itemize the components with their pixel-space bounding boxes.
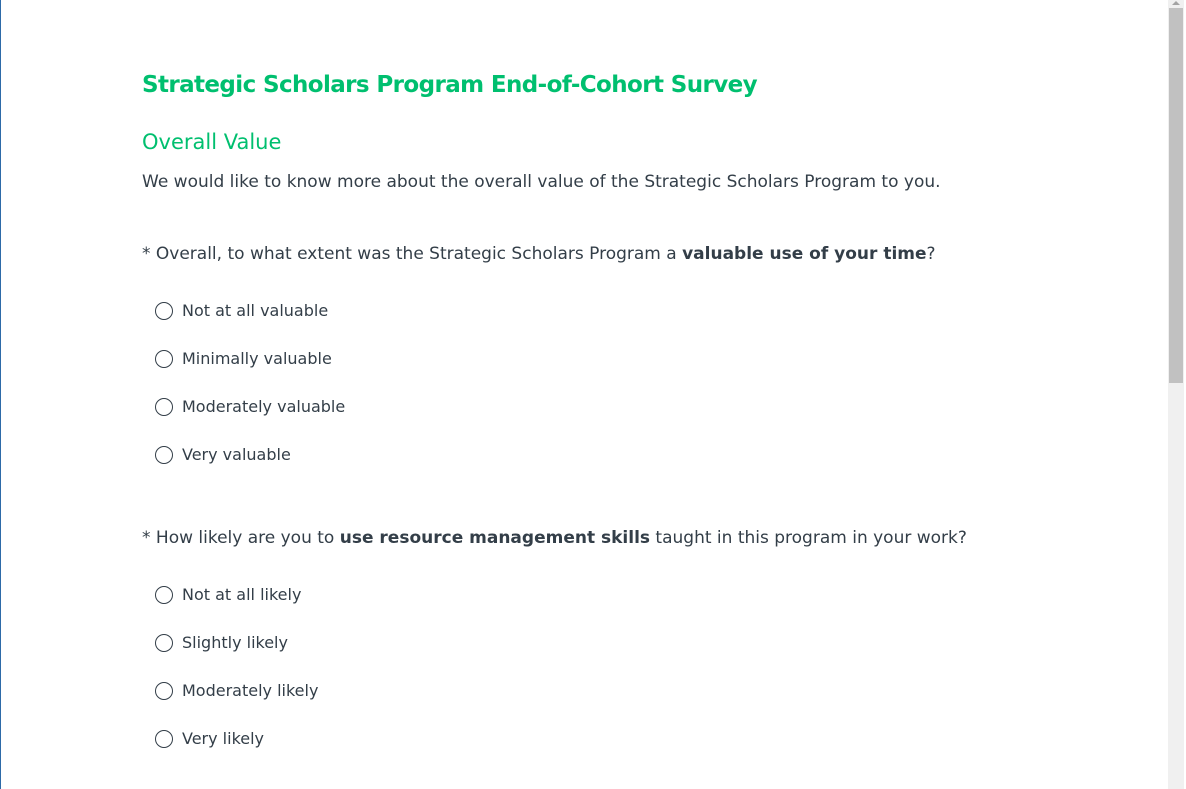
radio-button[interactable] bbox=[155, 350, 173, 368]
radio-button[interactable] bbox=[155, 302, 173, 320]
option-minimally-valuable[interactable] bbox=[155, 349, 345, 397]
option-very-likely[interactable] bbox=[155, 729, 318, 777]
section-title: Overall Value bbox=[142, 130, 282, 154]
answer-options bbox=[155, 585, 318, 777]
question-text bbox=[142, 243, 1142, 265]
section-description: We would like to know more about the overall value of the Strategic Scholars Program to you. bbox=[142, 172, 941, 192]
option-label: Very likely bbox=[182, 729, 265, 748]
question-text-bold: valuable use of your time bbox=[682, 244, 927, 264]
question-resource-management-skills bbox=[142, 527, 1142, 748]
question-text-bold: use resource management skills bbox=[339, 528, 651, 548]
required-mark: * bbox=[142, 528, 156, 548]
option-very-valuable[interactable] bbox=[155, 445, 345, 493]
scroll-up-arrow-icon[interactable] bbox=[1172, 0, 1180, 6]
option-moderately-likely[interactable] bbox=[155, 681, 318, 729]
question-valuable-use-of-time bbox=[142, 243, 1142, 464]
question-text-after: taught in this program in your work? bbox=[650, 528, 967, 548]
radio-button[interactable] bbox=[155, 398, 173, 416]
required-mark: * bbox=[142, 244, 156, 264]
vertical-scrollbar[interactable] bbox=[1168, 0, 1184, 789]
survey-title: Strategic Scholars Program End-of-Cohort Survey bbox=[142, 72, 758, 98]
radio-button[interactable] bbox=[155, 586, 173, 604]
question-text-before: Overall, to what extent was the Strategic Scholars Program a bbox=[155, 244, 683, 264]
option-label: Slightly likely bbox=[182, 633, 288, 652]
answer-options bbox=[155, 301, 345, 493]
radio-button[interactable] bbox=[155, 634, 173, 652]
option-label: Moderately likely bbox=[182, 681, 319, 700]
option-moderately-valuable[interactable] bbox=[155, 397, 345, 445]
option-not-at-all-likely[interactable] bbox=[155, 585, 318, 633]
option-label: Not at all valuable bbox=[182, 301, 329, 320]
question-text bbox=[142, 527, 1142, 549]
question-text-before: How likely are you to bbox=[155, 528, 340, 548]
question-text-after: ? bbox=[926, 244, 936, 264]
option-slightly-likely[interactable] bbox=[155, 633, 318, 681]
scrollbar-thumb[interactable] bbox=[1169, 8, 1183, 383]
radio-button[interactable] bbox=[155, 682, 173, 700]
option-label: Moderately valuable bbox=[182, 397, 346, 416]
option-not-at-all-valuable[interactable] bbox=[155, 301, 345, 349]
radio-button[interactable] bbox=[155, 446, 173, 464]
option-label: Minimally valuable bbox=[182, 349, 332, 368]
option-label: Very valuable bbox=[182, 445, 291, 464]
option-label: Not at all likely bbox=[182, 585, 302, 604]
radio-button[interactable] bbox=[155, 730, 173, 748]
